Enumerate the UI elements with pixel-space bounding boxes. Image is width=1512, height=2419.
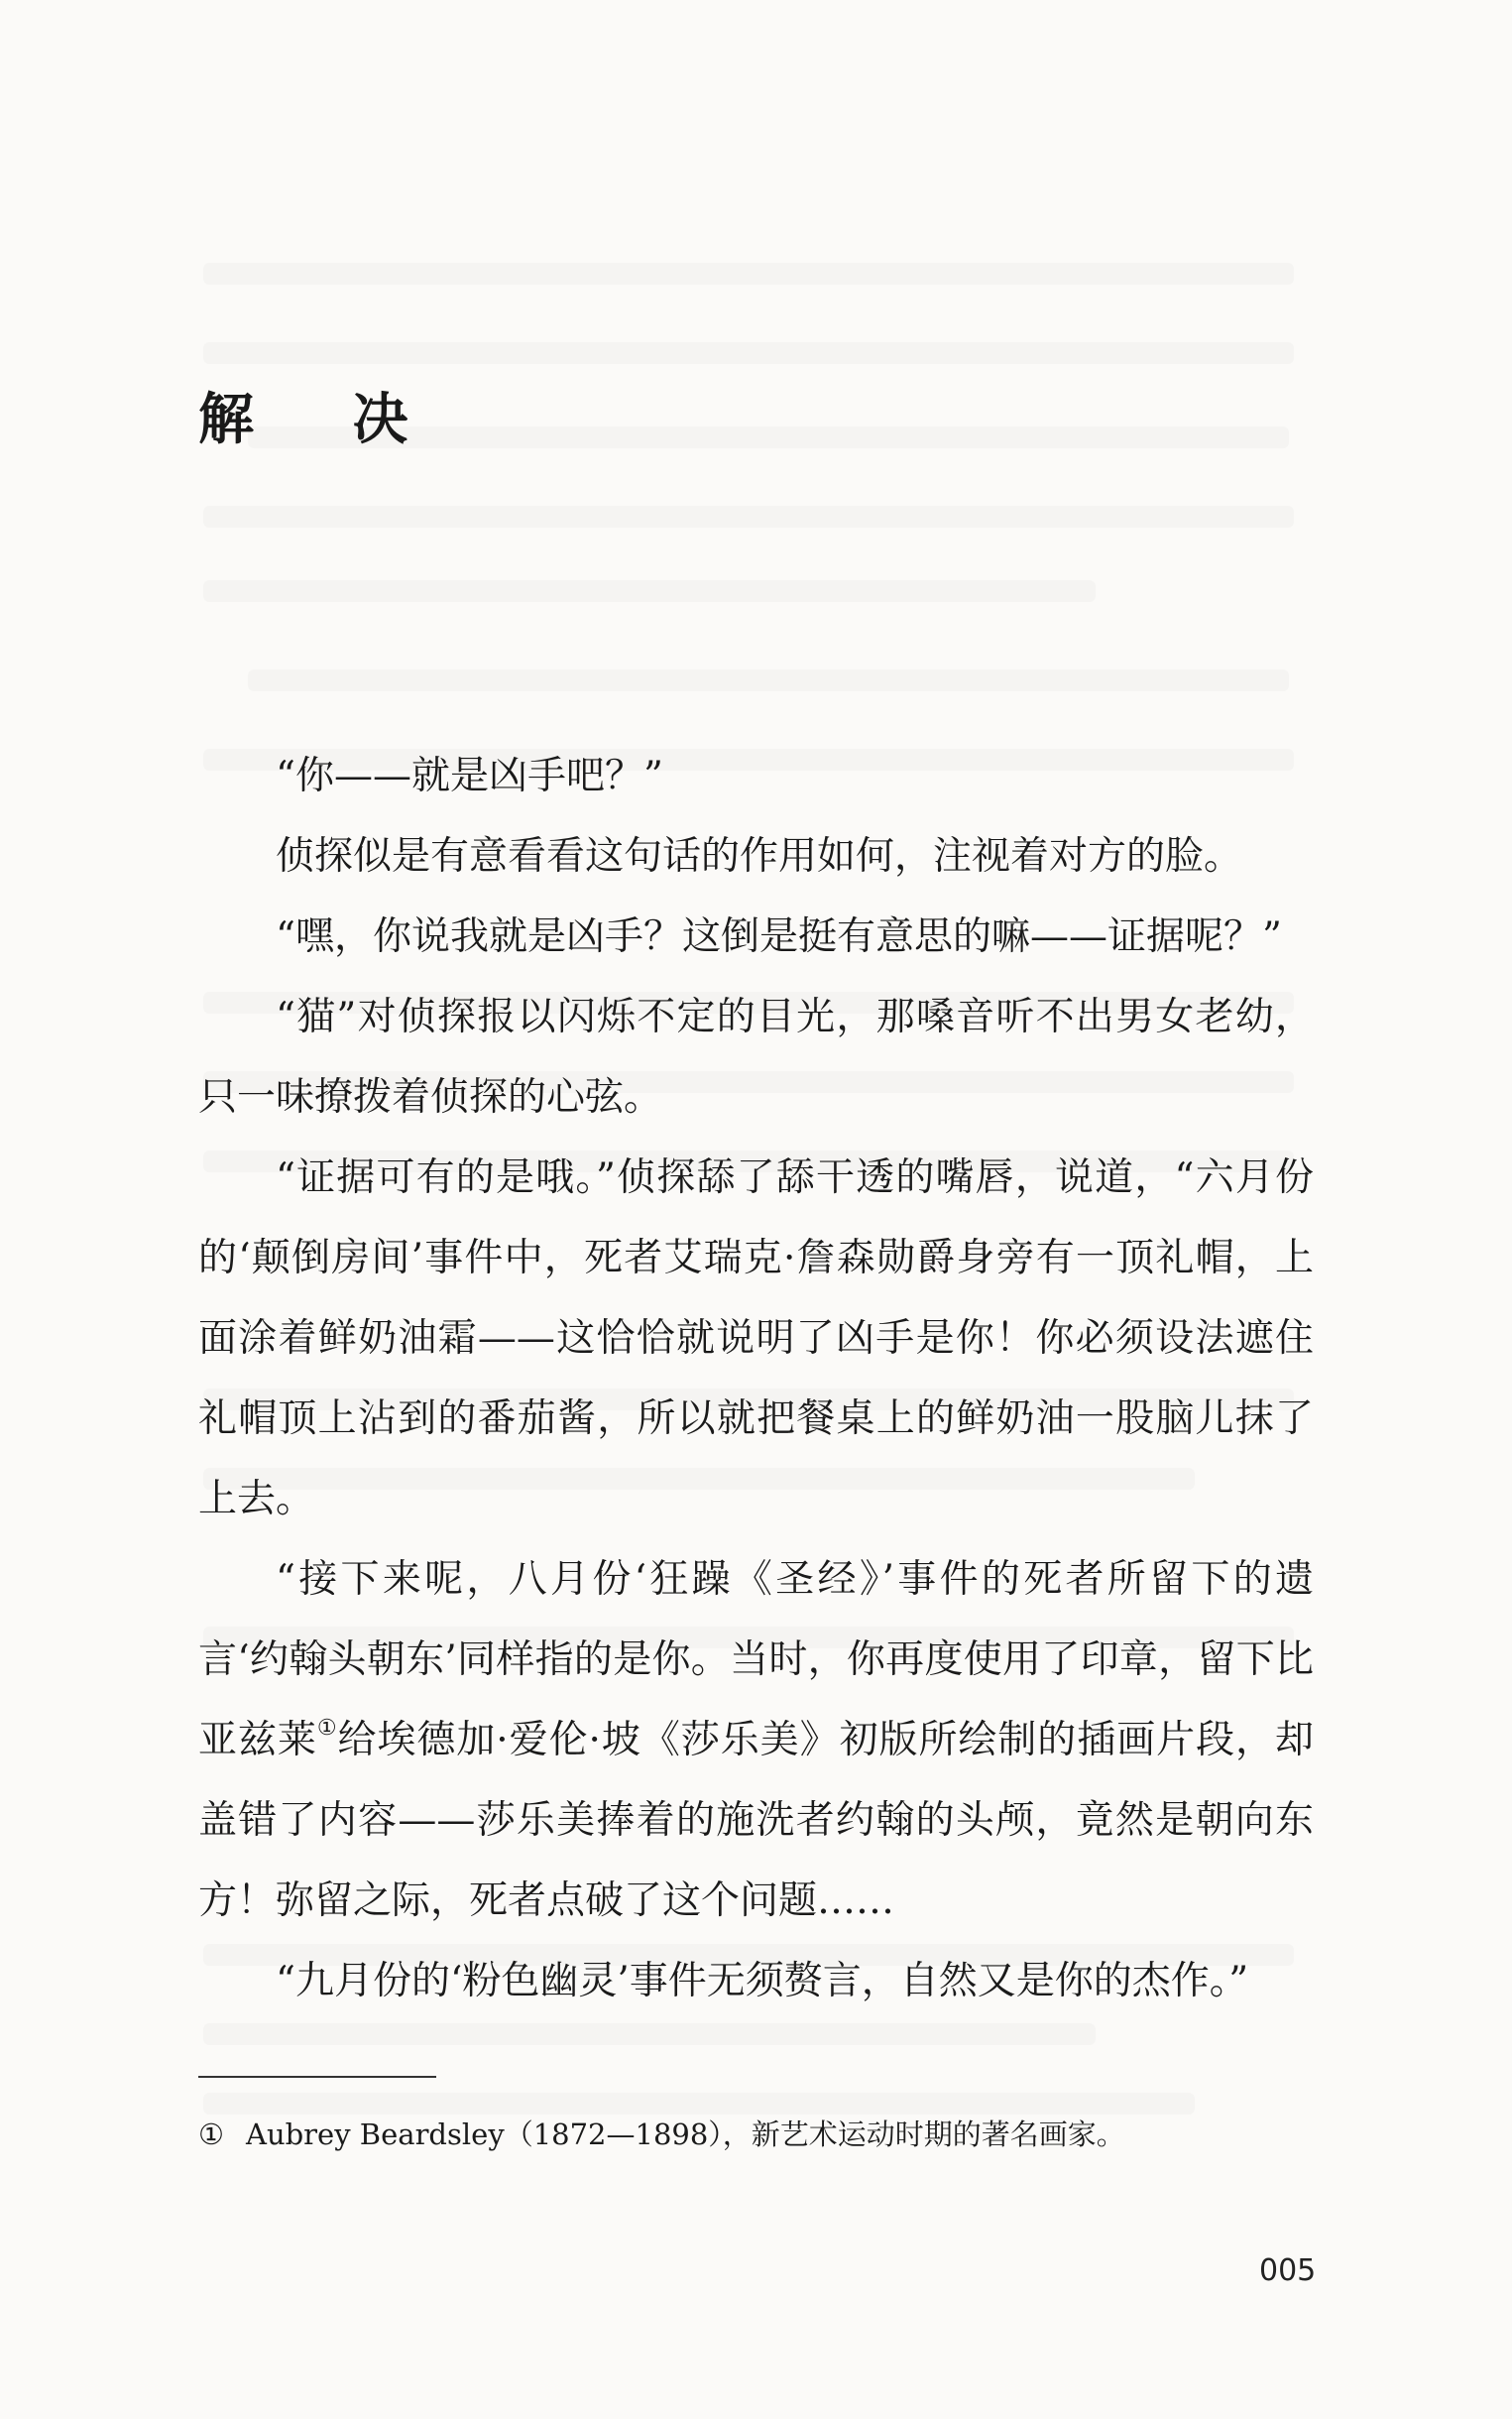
paragraph-text-after-note: 给埃德加·爱伦·坡《莎乐美》初版所绘制的插画片段，却盖错了内容——莎乐美捧着的施洗者约翰的头颅，竟然是朝向东方！弥留之际，死者点破了这个问题…… <box>198 1718 1314 1923</box>
footnote-reference[interactable]: ① <box>316 1716 338 1741</box>
paragraph: “嘿，你说我就是凶手？这倒是挺有意思的嘛——证据呢？” <box>276 914 1282 959</box>
paragraph: 侦探似是有意看看这句话的作用如何，注视着对方的脸。 <box>276 834 1243 879</box>
footnote-divider <box>198 2076 436 2078</box>
chapter-title: 解 决 <box>198 387 448 452</box>
footnote <box>198 2115 1125 2154</box>
footnote-text: Aubrey Beardsley（1872—1898），新艺术运动时期的著名画家。 <box>246 2117 1125 2151</box>
page-number: 005 <box>1259 2253 1317 2288</box>
paragraph-with-footnote <box>198 1539 1314 1941</box>
paragraph: “证据可有的是哦。”侦探舔了舔干透的嘴唇，说道，“六月份的‘颠倒房间’事件中，死者艾瑞克·詹森勋爵身旁有一顶礼帽，上面涂着鲜奶油霜——这恰恰就说明了凶手是你！你必须设法遮住礼帽顶上沾到的番茄酱，所以就把餐桌上的鲜奶油一股脑儿抹了上去。 <box>198 1155 1314 1521</box>
paragraph: “你——就是凶手吧？” <box>276 754 663 798</box>
footnote-mark: ① <box>198 2117 224 2151</box>
paragraph: “猫”对侦探报以闪烁不定的目光，那嗓音听不出男女老幼，只一味撩拨着侦探的心弦。 <box>198 995 1314 1120</box>
paragraph: “九月份的‘粉色幽灵’事件无须赘言，自然又是你的杰作。” <box>276 1959 1249 2003</box>
body-text <box>198 736 1314 2021</box>
paragraph-text-before-note: “接下来呢，八月份‘狂躁《圣经》’事件的死者所留下的遗言‘约翰头朝东’同样指的是你。当时，你再度使用了印章，留下比亚兹莱 <box>198 1557 1314 1762</box>
